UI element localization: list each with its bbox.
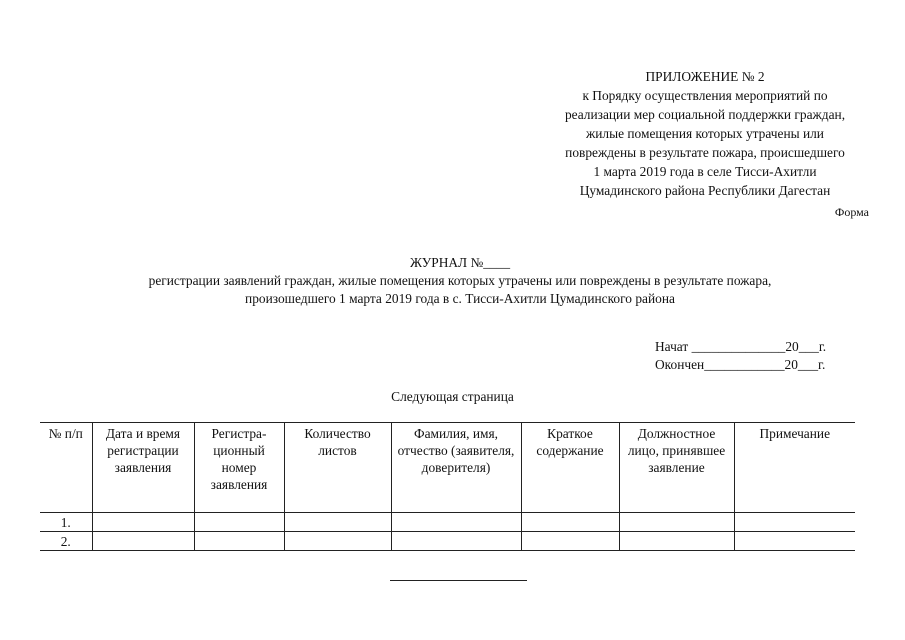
- table-cell: [92, 532, 194, 551]
- table-cell: [521, 532, 619, 551]
- date-finished: Окончен____________20___г.: [655, 357, 826, 372]
- header-reg-number: Регистра-ционный номер заявления: [194, 423, 284, 513]
- next-page-label: Следующая страница: [391, 389, 514, 404]
- appendix-line: к Порядку осуществления мероприятий по: [582, 88, 828, 103]
- table-cell: [391, 532, 521, 551]
- date-started: Начат ______________20___г.: [655, 339, 827, 354]
- journal-title: ЖУРНАЛ №____: [409, 255, 511, 270]
- table-header-row: [40, 423, 855, 513]
- appendix-line: повреждены в результате пожара, происшедшего: [565, 145, 845, 160]
- header-sheet-count: Количество листов: [284, 423, 391, 513]
- table-cell: [284, 532, 391, 551]
- journal-subtitle-line: произошедшего 1 марта 2019 года в с. Тисси-Ахитли Цумадинского района: [245, 291, 675, 306]
- table-cell: [619, 532, 734, 551]
- table-cell: [194, 532, 284, 551]
- footer-divider: [390, 580, 527, 581]
- table-cell: [194, 513, 284, 532]
- header-full-name: Фамилия, имя, отчество (заявителя, доверителя): [391, 423, 521, 513]
- appendix-line: 1 марта 2019 года в селе Тисси-Ахитли: [593, 164, 817, 179]
- journal-table: [40, 422, 855, 551]
- row-number: 2.: [40, 532, 92, 551]
- appendix-line: ПРИЛОЖЕНИЕ № 2: [645, 69, 765, 84]
- form-label: Форма: [834, 205, 869, 219]
- appendix-block: [540, 67, 870, 200]
- appendix-line: жилые помещения которых утрачены или: [586, 126, 824, 141]
- header-official: Должностное лицо, принявшее заявление: [619, 423, 734, 513]
- journal-dates: [655, 338, 826, 374]
- table-cell: [521, 513, 619, 532]
- header-note: Примечание: [734, 423, 855, 513]
- appendix-line: реализации мер социальной поддержки граждан,: [564, 107, 846, 122]
- journal-subtitle-line: регистрации заявлений граждан, жилые помещения которых утрачены или повреждены в результате пожара,: [148, 273, 772, 288]
- table-cell: [619, 513, 734, 532]
- header-summary: Краткое содержание: [521, 423, 619, 513]
- journal-title-block: [60, 254, 860, 308]
- table-row: [40, 532, 855, 551]
- table-cell: [92, 513, 194, 532]
- row-number: 1.: [40, 513, 92, 532]
- table-cell: [391, 513, 521, 532]
- table-cell: [734, 513, 855, 532]
- appendix-line: Цумадинского района Республики Дагестан: [579, 183, 831, 198]
- header-number: № п/п: [40, 423, 92, 513]
- header-datetime: Дата и время регистрации заявления: [92, 423, 194, 513]
- table-cell: [284, 513, 391, 532]
- table-row: [40, 513, 855, 532]
- table-cell: [734, 532, 855, 551]
